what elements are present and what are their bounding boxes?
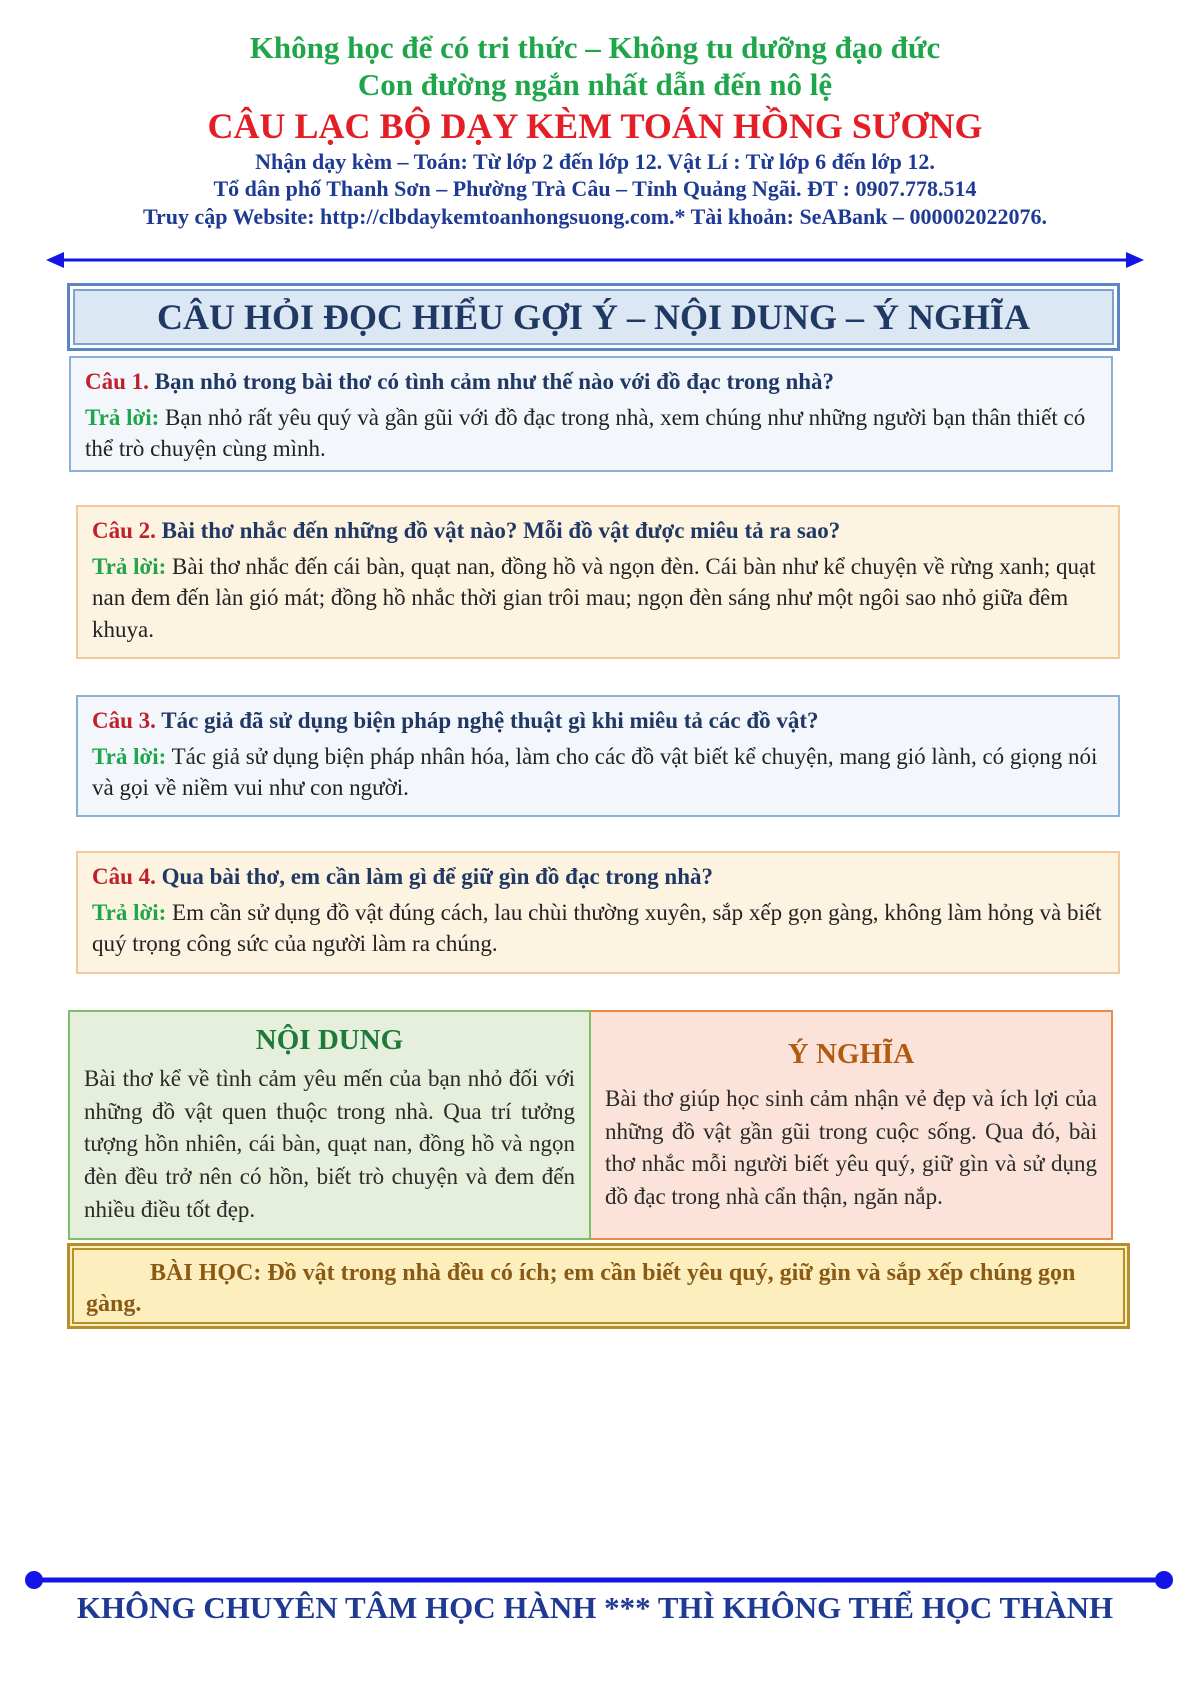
question-line — [92, 705, 1104, 737]
answer-text: Bài thơ nhắc đến cái bàn, quạt nan, đồng hồ và ngọn đèn. Cái bàn như kể chuyện về rừng xanh; quạt nan đem đến làn gió mát; đồng hồ nhắc thời gian trôi mau; ngọn đèn sáng như một ngôi sao nhỏ giữa đêm khuya. — [92, 553, 1096, 643]
answer-text-block — [92, 741, 1104, 804]
club-name: CÂU LẠC BỘ DẠY KÈM TOÁN HỒNG SƯƠNG — [207, 106, 983, 147]
question-number: Câu 3. — [92, 708, 156, 733]
answer-label: Trả lời: — [92, 743, 167, 769]
meaning-text: Bài thơ giúp học sinh cảm nhận vẻ đẹp và ích lợi của những đồ vật gần gũi trong cuộc sống. Qua đó, bài thơ nhắc mỗi người biết yêu quý, giữ gìn và sử dụng đồ đạc trong nhà cẩn thận, ngăn nắp. — [605, 1086, 1097, 1209]
answer-text: Bạn nhỏ rất yêu quý và gần gũi với đồ đạc trong nhà, xem chúng như những người bạn thân thiết có thể trò chuyện cùng mình. — [85, 404, 1086, 462]
content-column — [68, 1010, 591, 1240]
content-text: Bài thơ kể về tình cảm yêu mến của bạn nhỏ đối với những đồ vật quen thuộc trong nhà. Qua trí tưởng tượng hồn nhiên, cái bàn, quạt nan, đồng hồ và ngọn đèn đều trở nên có hồn, biết trò chuyện và đem đến nhiều điều tốt đẹp. — [84, 1066, 575, 1222]
info-line-3: Truy cập Website: http://clbdaykemtoanhongsuong.com.* Tài khoản: SeABank – 000002022076. — [143, 203, 1047, 229]
question-text: Bạn nhỏ trong bài thơ có tình cảm như thế nào với đồ đạc trong nhà? — [154, 369, 835, 394]
motto-line-2: Con đường ngắn nhất dẫn đến nô lệ — [357, 66, 833, 102]
motto-line-1: Không học để có tri thức – Không tu dưỡng đạo đức — [249, 30, 941, 65]
footer-slogan: KHÔNG CHUYÊN TÂM HỌC HÀNH *** THÌ KHÔNG THỂ HỌC THÀNH — [76, 1590, 1114, 1625]
question-card-1 — [69, 356, 1113, 472]
section-title: CÂU HỎI ĐỌC HIỂU GỢI Ý – NỘI DUNG – Ý NGHĨA — [156, 297, 1031, 337]
answer-text: Tác giả sử dụng biện pháp nhân hóa, làm cho các đồ vật biết kể chuyện, mang gió lành, có giọng nói và gọi về niềm vui như con người. — [92, 743, 1098, 801]
meaning-column — [591, 1010, 1113, 1240]
answer-text: Em cần sử dụng đồ vật đúng cách, lau chùi thường xuyên, sắp xếp gọn gàng, không làm hỏng và biết quý trọng công sức của người làm ra chúng. — [92, 899, 1102, 957]
question-text: Bài thơ nhắc đến những đồ vật nào? Mỗi đồ vật được miêu tả ra sao? — [161, 518, 841, 543]
question-text: Tác giả đã sử dụng biện pháp nghệ thuật gì khi miêu tả các đồ vật? — [161, 708, 819, 733]
info-line-1: Nhận dạy kèm – Toán: Từ lớp 2 đến lớp 12. Vật Lí : Từ lớp 6 đến lớp 12. — [255, 148, 935, 174]
header-double-arrow — [46, 251, 1144, 269]
info-line-2: Tổ dân phố Thanh Sơn – Phường Trà Câu – Tỉnh Quảng Ngãi. ĐT : 0907.778.514 — [213, 176, 977, 202]
answer-label: Trả lời: — [92, 899, 167, 925]
question-card-4 — [76, 851, 1120, 974]
question-line — [92, 515, 1104, 547]
question-card-2 — [76, 505, 1120, 659]
content-title: NỘI DUNG — [255, 1024, 404, 1056]
page-header — [0, 30, 1190, 230]
answer-text-block — [92, 897, 1104, 960]
lesson-text: BÀI HỌC: Đồ vật trong nhà đều có ích; em cần biết yêu quý, giữ gìn và sắp xếp chúng gọn gàng. — [86, 1260, 1076, 1318]
question-number: Câu 1. — [85, 369, 149, 394]
question-line — [85, 366, 1097, 398]
footer-divider — [24, 1570, 1174, 1590]
question-card-3 — [76, 695, 1120, 817]
meaning-title: Ý NGHĨA — [787, 1038, 915, 1070]
answer-label: Trả lời: — [92, 553, 167, 579]
answer-text-block — [92, 551, 1104, 646]
question-number: Câu 2. — [92, 518, 156, 543]
answer-text-block — [85, 402, 1097, 465]
question-line — [92, 861, 1104, 893]
section-title-box — [67, 283, 1120, 351]
question-number: Câu 4. — [92, 864, 156, 889]
answer-label: Trả lời: — [85, 404, 160, 430]
content-meaning-table — [68, 1010, 1113, 1240]
question-text: Qua bài thơ, em cần làm gì để giữ gìn đồ đạc trong nhà? — [161, 864, 714, 889]
lesson-box — [67, 1243, 1130, 1329]
